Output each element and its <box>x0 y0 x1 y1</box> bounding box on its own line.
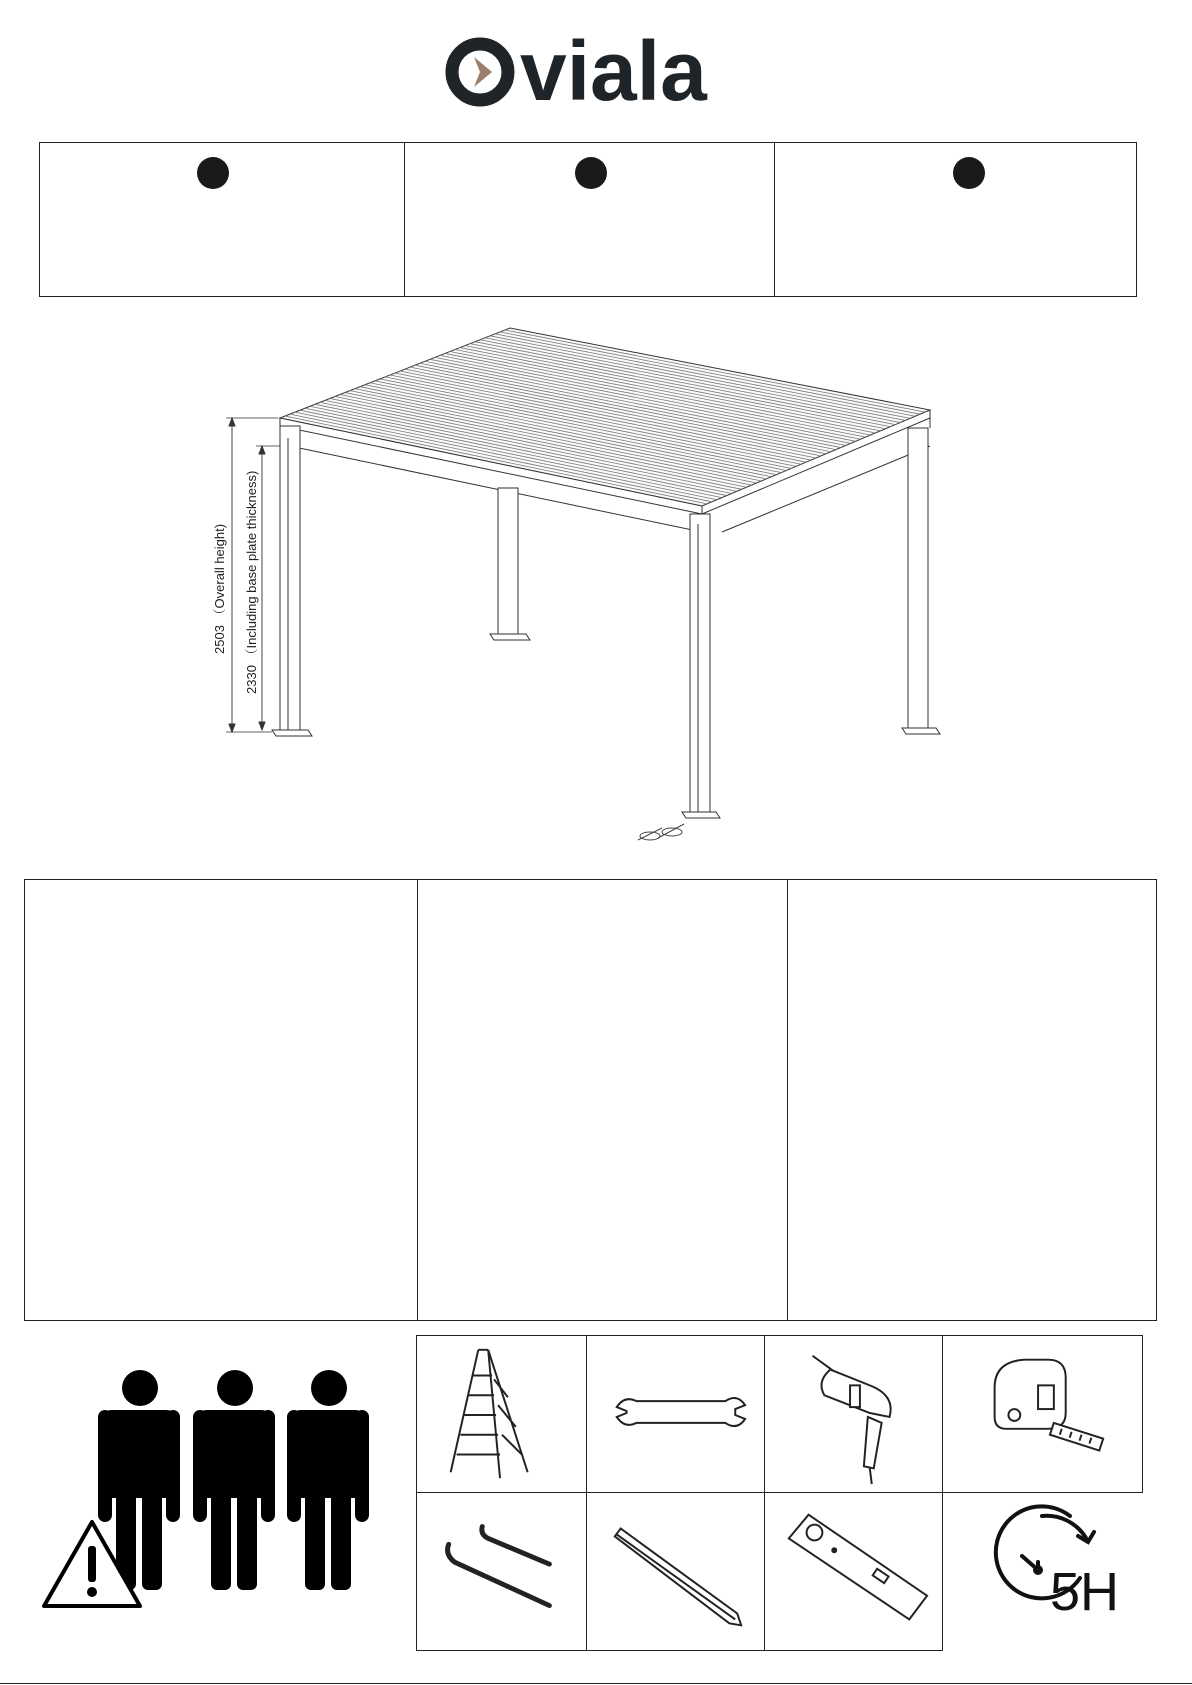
tape-measure-icon <box>942 1335 1143 1493</box>
instruction-cell-3 <box>788 880 1156 1320</box>
top-cell-1 <box>40 143 405 296</box>
person-icon <box>193 1370 275 1590</box>
pencil-icon <box>586 1492 765 1651</box>
ladder-icon <box>416 1335 587 1493</box>
brand-logo <box>440 28 760 116</box>
bullet-icon <box>953 157 985 189</box>
base-height-label: 2330 （Including base plate thickness) <box>244 470 259 694</box>
three-people-warning <box>40 1360 380 1620</box>
bullet-icon <box>197 157 229 189</box>
instruction-cell-2 <box>418 880 787 1320</box>
person-icon <box>287 1370 369 1590</box>
allen-key-icon <box>416 1492 587 1651</box>
assembly-time-label: 5H <box>1050 1562 1120 1622</box>
top-cell-2 <box>405 143 774 296</box>
top-info-table <box>39 142 1137 297</box>
bullet-icon <box>575 157 607 189</box>
pergola-drawing <box>200 318 960 858</box>
wrench-icon <box>586 1335 765 1493</box>
page-bottom-rule <box>0 1683 1192 1684</box>
overall-height-label: 2503 （Overall height) <box>212 523 227 654</box>
instruction-table <box>24 879 1157 1321</box>
spirit-level-icon <box>764 1492 943 1651</box>
drill-icon <box>764 1335 943 1493</box>
instruction-cell-1 <box>25 880 418 1320</box>
brand-wordmark: viala <box>520 28 707 116</box>
top-cell-3 <box>775 143 1136 296</box>
